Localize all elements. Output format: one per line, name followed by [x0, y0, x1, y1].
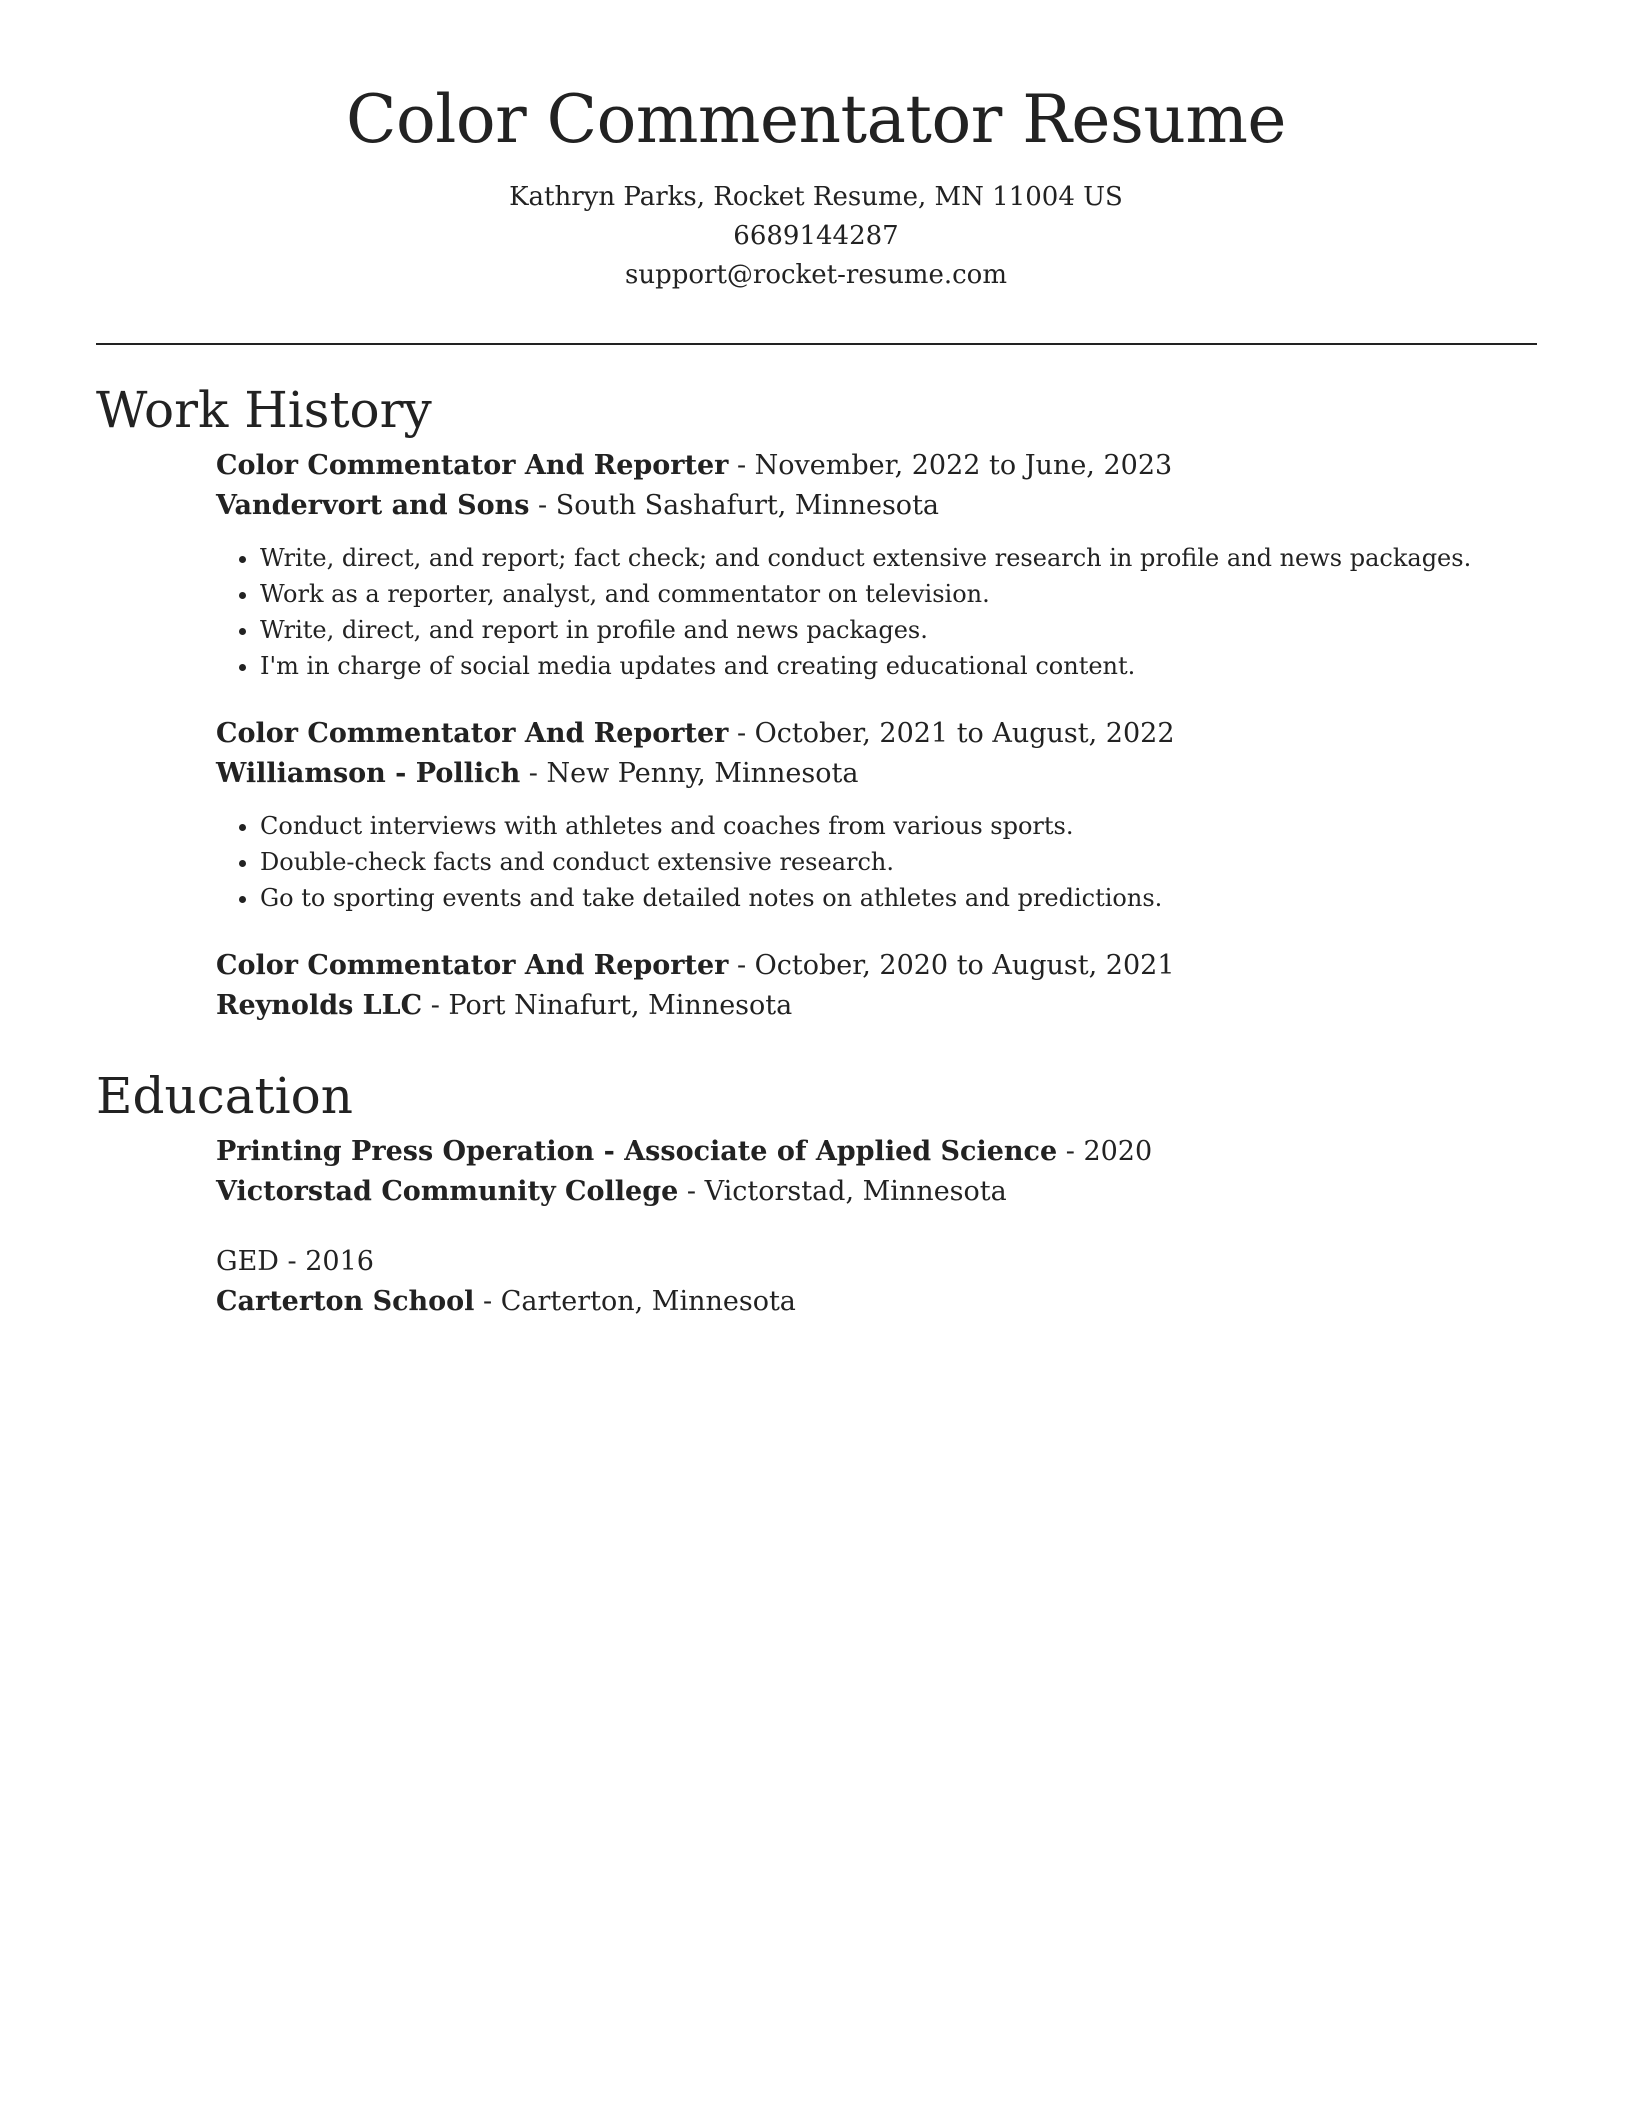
job-company: Reynolds LLC — [216, 990, 423, 1021]
contact-address: Kathryn Parks, Rocket Resume, MN 11004 US — [509, 181, 1123, 212]
job-dates: - October, 2021 to August, 2022 — [728, 718, 1175, 749]
job-dates: - November, 2022 to June, 2023 — [728, 450, 1173, 481]
job-duties-list — [216, 540, 1537, 684]
job-location: - Port Ninafurt, Minnesota — [422, 990, 793, 1021]
job-duties-list — [216, 808, 1537, 916]
work-history-section — [96, 380, 1537, 1026]
education-school: Victorstad Community College — [216, 1176, 679, 1207]
contact-block — [0, 178, 1632, 295]
job-duty: • Go to sporting events and take detailed notes on athletes and predictions. — [260, 880, 1537, 916]
resume-header — [0, 0, 1632, 295]
job-company-line — [216, 486, 1537, 526]
education-entries — [216, 1132, 1537, 1322]
work-history-heading: Work History — [96, 381, 432, 439]
job-company: Vandervort and Sons — [216, 490, 530, 521]
job-entry — [216, 446, 1537, 684]
job-duty: • Conduct interviews with athletes and coaches from various sports. — [260, 808, 1537, 844]
job-duty: • Work as a reporter, analyst, and commentator on television. — [260, 576, 1537, 612]
job-title-line — [216, 446, 1537, 486]
job-duty: • Write, direct, and report in profile and news packages. — [260, 612, 1537, 648]
job-entry — [216, 946, 1537, 1026]
job-title: Color Commentator And Reporter — [216, 718, 729, 749]
job-company: Williamson - Pollich — [216, 758, 521, 789]
education-school-line — [216, 1172, 1537, 1212]
education-year: - 2020 — [1057, 1136, 1153, 1167]
education-section — [96, 1066, 1537, 1322]
job-title-line — [216, 946, 1537, 986]
job-duty: • Write, direct, and report; fact check; and conduct extensive research in profile and news packages. — [260, 540, 1537, 576]
contact-email: support@rocket-resume.com — [624, 259, 1007, 290]
education-school: Carterton School — [216, 1286, 475, 1317]
job-title-line — [216, 714, 1537, 754]
job-company-line — [216, 986, 1537, 1026]
education-year: - 2016 — [278, 1246, 374, 1277]
education-entry — [216, 1132, 1537, 1212]
job-title: Color Commentator And Reporter — [216, 950, 729, 981]
contact-phone: 6689144287 — [733, 220, 899, 251]
education-location: - Carterton, Minnesota — [474, 1286, 796, 1317]
work-history-entries — [216, 446, 1537, 1026]
education-entry — [216, 1242, 1537, 1322]
education-degree: GED — [216, 1246, 279, 1277]
job-location: - New Penny, Minnesota — [520, 758, 859, 789]
education-degree-line — [216, 1242, 1537, 1282]
header-divider — [96, 343, 1537, 345]
education-location: - Victorstad, Minnesota — [678, 1176, 1007, 1207]
job-entry — [216, 714, 1537, 916]
education-degree: Printing Press Operation - Associate of Applied Science — [216, 1136, 1058, 1167]
job-duty: • I'm in charge of social media updates and creating educational content. — [260, 648, 1537, 684]
education-school-line — [216, 1282, 1537, 1322]
education-degree-line — [216, 1132, 1537, 1172]
job-duty: • Double-check facts and conduct extensive research. — [260, 844, 1537, 880]
job-dates: - October, 2020 to August, 2021 — [728, 950, 1175, 981]
page-title: Color Commentator Resume — [345, 81, 1286, 158]
job-company-line — [216, 754, 1537, 794]
job-location: - South Sashafurt, Minnesota — [529, 490, 940, 521]
job-title: Color Commentator And Reporter — [216, 450, 729, 481]
education-heading: Education — [96, 1067, 353, 1125]
